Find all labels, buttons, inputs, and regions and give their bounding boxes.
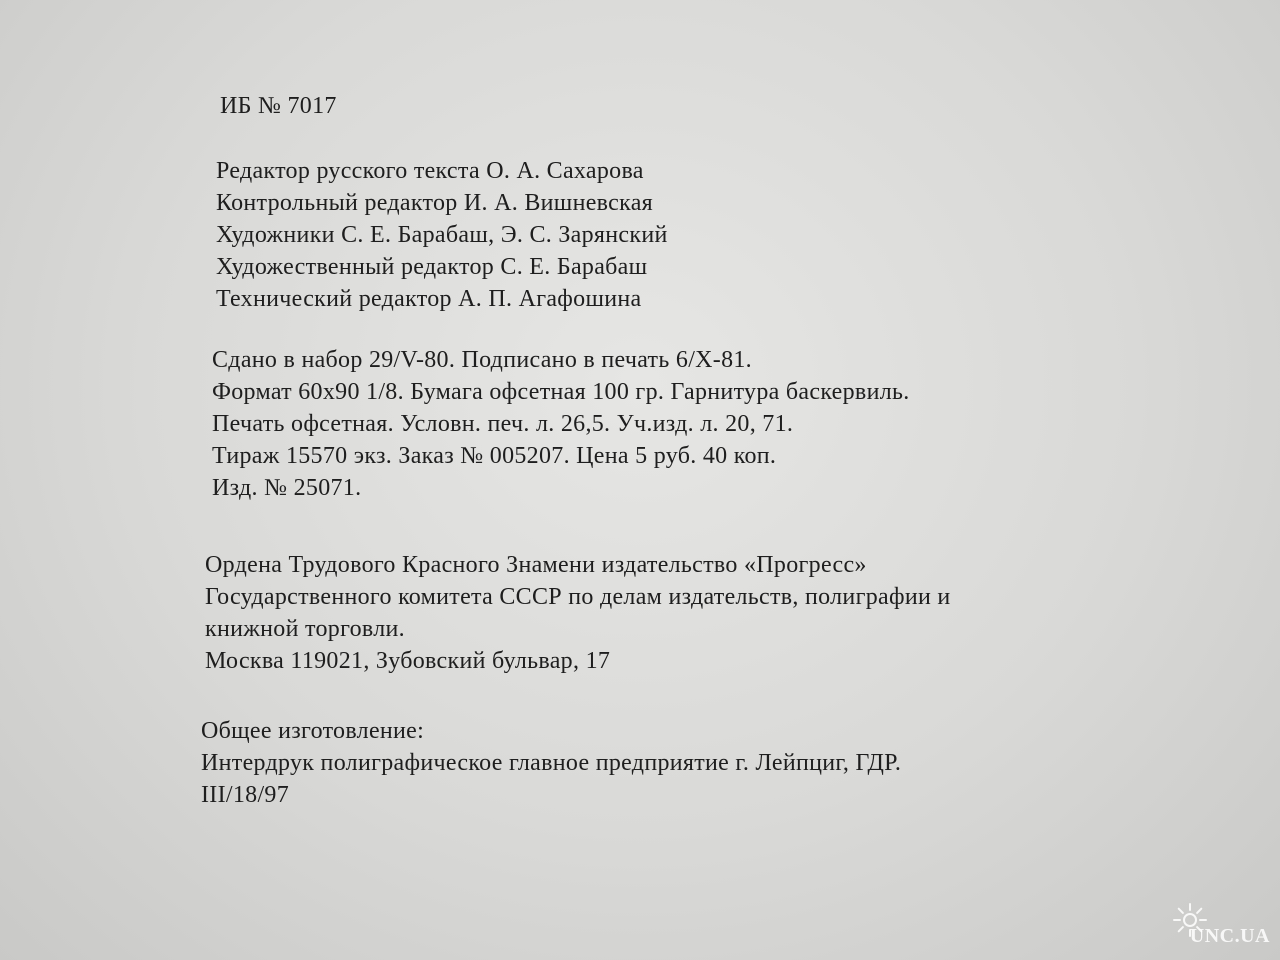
watermark-text: UNC.UA [1189, 925, 1270, 947]
credit-line: Редактор русского текста О. А. Сахарова [216, 158, 644, 184]
manufacture-line: Интердрук полиграфическое главное предприятие г. Лейпциг, ГДР. [201, 750, 902, 776]
manufacture-line: III/18/97 [201, 782, 290, 808]
imprint-line: Печать офсетная. Условн. печ. л. 26,5. Уч.изд. л. 20, 71. [212, 411, 794, 437]
credit-line: Технический редактор А. П. Агафошина [216, 286, 642, 312]
ib-number-block [220, 90, 337, 122]
credit-line: Художественный редактор С. Е. Барабаш [216, 254, 648, 280]
publisher-line: Государственного комитета СССР по делам издательств, полиграфии и [205, 584, 951, 610]
publisher-line: книжной торговли. [205, 616, 405, 642]
imprint-line: Изд. № 25071. [212, 475, 362, 501]
imprint-line: Формат 60x90 1/8. Бумага офсетная 100 гр. Гарнитура баскервиль. [212, 379, 910, 405]
ib-number: ИБ № 7017 [220, 93, 337, 119]
imprint-line: Тираж 15570 экз. Заказ № 005207. Цена 5 руб. 40 коп. [212, 443, 777, 469]
publisher-line: Ордена Трудового Красного Знамени издательство «Прогресс» [205, 552, 867, 578]
publisher-block [205, 549, 951, 677]
imprint-line: Сдано в набор 29/V-80. Подписано в печать 6/X-81. [212, 347, 752, 373]
credit-line: Художники С. Е. Барабаш, Э. С. Зарянский [216, 222, 668, 248]
imprint-block [212, 344, 910, 504]
manufacture-line: Общее изготовление: [201, 718, 425, 744]
credit-line: Контрольный редактор И. А. Вишневская [216, 190, 653, 216]
credits-block [216, 155, 668, 315]
publisher-line: Москва 119021, Зубовский бульвар, 17 [205, 648, 611, 674]
manufacture-block [201, 715, 901, 811]
